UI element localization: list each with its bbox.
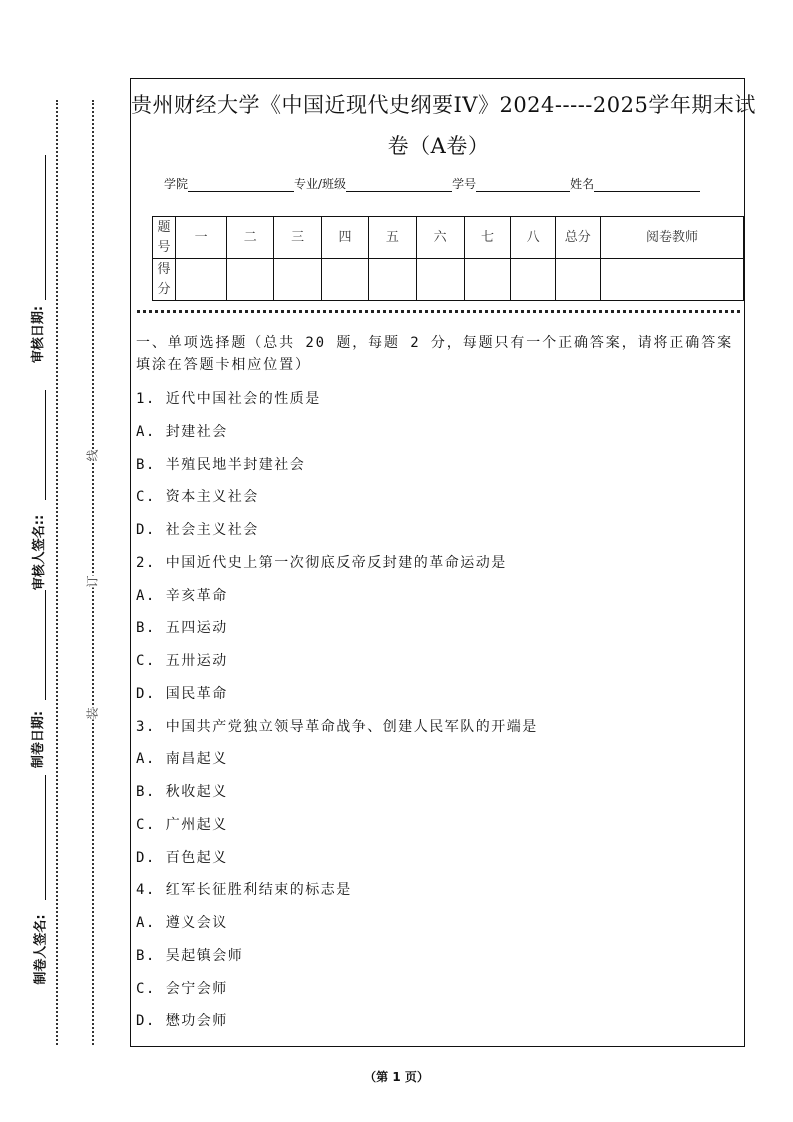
binding-mark-line: 线	[83, 449, 102, 461]
score-cell[interactable]	[274, 259, 322, 301]
score-table	[152, 216, 744, 301]
reviewer-signature-label: 审核人签名::	[32, 514, 48, 591]
answer-option: B. 五四运动	[136, 620, 228, 637]
compiler-signature-label: 制卷人签名:	[33, 914, 49, 985]
answer-option: B. 半殖民地半封建社会	[136, 456, 306, 473]
major-class-blank[interactable]	[346, 177, 452, 192]
question-stem: 3. 中国共产党独立领导革命战争、创建人民军队的开端是	[136, 718, 538, 735]
dotted-divider	[137, 310, 740, 313]
answer-option: D. 百色起义	[136, 849, 228, 866]
score-cell[interactable]	[600, 259, 743, 301]
score-cell[interactable]	[227, 259, 274, 301]
major-class-label: 专业/班级	[294, 177, 347, 191]
signature-line	[45, 775, 46, 900]
signature-line	[45, 390, 46, 500]
answer-option: A. 辛亥革命	[136, 587, 228, 604]
score-cell[interactable]	[464, 259, 511, 301]
column-header: 六	[416, 217, 464, 259]
score-cell[interactable]	[368, 259, 416, 301]
binding-mark-staple: 订	[83, 575, 102, 587]
row-header-question: 题号	[153, 217, 176, 259]
student-info-fields	[164, 175, 700, 192]
column-header: 七	[464, 217, 511, 259]
column-header: 阅卷教师	[600, 217, 743, 259]
answer-option: A. 南昌起义	[136, 751, 228, 768]
college-blank[interactable]	[188, 177, 294, 192]
exam-title: 贵州财经大学《中国近现代史纲要IV》2024-----2025学年期末试	[131, 93, 756, 117]
answer-option: C. 五卅运动	[136, 653, 228, 669]
binding-dotted-line	[92, 100, 94, 1045]
compile-date-label: 制卷日期:	[31, 710, 47, 769]
exam-content-box	[130, 78, 756, 1047]
column-header: 二	[227, 217, 274, 259]
answer-option: A. 封建社会	[136, 423, 228, 440]
score-cell[interactable]	[175, 259, 226, 301]
page-number: （第 1 页）	[364, 1070, 429, 1084]
question-stem: 1. 近代中国社会的性质是	[136, 391, 321, 407]
answer-option: A. 遵义会议	[136, 915, 228, 931]
answer-option: D. 社会主义社会	[136, 522, 259, 538]
column-header: 一	[175, 217, 226, 259]
name-label: 姓名	[570, 177, 595, 191]
answer-option: C. 会宁会师	[136, 980, 228, 997]
answer-option: C. 广州起义	[136, 816, 228, 833]
score-cell[interactable]	[322, 259, 369, 301]
question-stem: 4. 红军长征胜利结束的标志是	[136, 882, 352, 899]
answer-option: D. 懋功会师	[136, 1013, 228, 1030]
column-header: 总分	[555, 217, 600, 259]
college-label: 学院	[164, 177, 189, 191]
question-stem: 2. 中国近代史上第一次彻底反帝反封建的革命运动是	[136, 554, 507, 571]
column-header: 五	[368, 217, 416, 259]
review-date-label: 审核日期:	[31, 305, 47, 364]
binding-mark-bind: 装	[83, 707, 102, 719]
column-header: 四	[322, 217, 369, 259]
student-id-blank[interactable]	[476, 177, 570, 192]
answer-option: C. 资本主义社会	[136, 489, 259, 506]
answer-option: B. 吴起镇会师	[136, 947, 244, 964]
name-blank[interactable]	[594, 177, 700, 192]
section-heading: 一、单项选择题（总共 20 题，每题 2 分，每题只有一个正确答案，请将正确答案填涂在答题卡相应位置）	[136, 335, 733, 373]
signature-line	[45, 590, 46, 700]
answer-option: D. 国民革命	[136, 685, 228, 702]
exam-title-line2: 卷（A卷）	[387, 134, 490, 158]
score-cell[interactable]	[555, 259, 600, 301]
row-header-score: 得分	[153, 259, 176, 301]
column-header: 八	[511, 217, 555, 259]
student-id-label: 学号	[452, 177, 477, 191]
outer-dotted-line	[56, 100, 58, 1045]
score-cell[interactable]	[511, 259, 555, 301]
answer-option: B. 秋收起义	[136, 784, 228, 800]
column-header: 三	[274, 217, 322, 259]
signature-line	[45, 155, 46, 300]
score-cell[interactable]	[416, 259, 464, 301]
